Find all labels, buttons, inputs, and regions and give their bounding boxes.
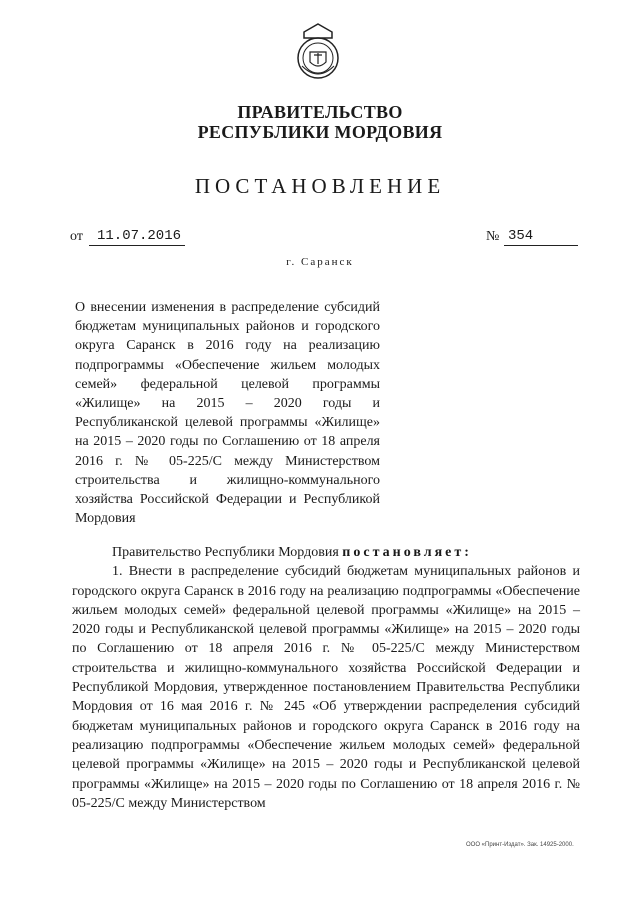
preamble-verb: постановляет:	[342, 545, 472, 560]
document-body	[72, 543, 580, 813]
preamble	[112, 543, 580, 562]
date-label: от	[70, 229, 83, 244]
coat-of-arms-icon	[292, 22, 344, 82]
item-1: 1. Внести в распределение субсидий бюджетам муниципальных районов и городского округа Саранск в 2016 году на реализацию подпрограммы «Обеспечение жильем молодых семей» федеральной целевой программы «Жилище» на 2015 – 2020 годы и Республиканской целевой программы «Жилище» на 2015 – 2020 годы по Соглашению от 18 апреля 2016 г. № 05-225/С между Министерством строительства и жилищно-коммунального хозяйства Российской Федерации и Республикой Мордовия, утвержденное постановлением Правительства Республики Мордовия от 16 мая 2016 г. № 245 «Об утверждении распределения субсидий бюджетам муниципальных районов и городского округа Саранск в 2016 году на реализацию подпрограммы «Обеспечение жильем молодых семей» федеральной целевой программы «Жилище» на 2015 – 2020 годы и Республиканской целевой программы «Жилище» на 2015 – 2020 годы по Соглашению от 18 апреля 2016 г. № 05-225/С между Министерством	[72, 564, 580, 811]
government-title-line1: ПРАВИТЕЛЬСТВО	[237, 102, 403, 122]
government-title-line2: РЕСПУБЛИКИ МОРДОВИЯ	[197, 122, 443, 142]
number-value: 354	[504, 227, 578, 246]
number-label: №	[486, 229, 500, 244]
preamble-text: Правительство Республики Мордовия	[112, 545, 339, 560]
document-title: О внесении изменения в распределение субсидий бюджетам муниципальных районов и городского округа Саранск в 2016 году на реализацию подпрограммы «Обеспечение жильем молодых семей» федеральной целевой программы «Жилище» на 2015 – 2020 годы и Республиканской целевой программы «Жилище» на 2015 – 2020 годы по Соглашению от 18 апреля 2016 г. № 05-225/С между Министерством строительства и жилищно-коммунального хозяйства Российской Федерации и Республикой Мордовия	[75, 300, 380, 527]
date-value: 11.07.2016	[89, 227, 185, 246]
document-type: ПОСТАНОВЛЕНИЕ	[194, 174, 446, 198]
printer-footer: ООО «Принт-Издат». Зак. 14925-2000.	[466, 842, 574, 848]
city: г. Саранск	[286, 256, 354, 268]
